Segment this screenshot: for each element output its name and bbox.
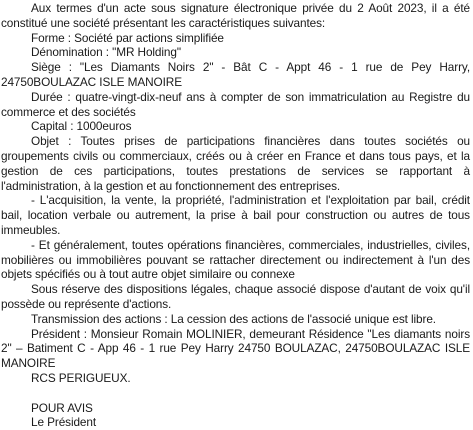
notice-objet-3: - Et généralement, toutes opérations financières, commerciales, industrielles, civiles, mobilières ou immobilières pouvant se rattacher directement ou indirectement à l'un des objets spécifiés ou à tout autre objet similaire ou connexe [1,237,470,282]
spacer [1,386,470,401]
notice-rcs: RCS PERIGUEUX. [31,370,131,385]
notice-signataire: Le Président [31,415,97,430]
notice-intro: Aux termes d'un acte sous signature électronique privée du 2 Août 2023, il a été constitué une société présentant les caractéristiques suivantes: [1,1,470,30]
notice-transmission: Transmission des actions : La cession des actions de l'associé unique est libre. [31,311,436,326]
notice-denomination: Dénomination : "MR Holding" [31,45,181,60]
notice-forme: Forme : Société par actions simplifiée [31,30,224,45]
notice-duree: Durée : quatre-vingt-dix-neuf ans à compter de son immatriculation au Registre du commerce et des sociétés [1,89,470,119]
notice-objet: Objet : Toutes prises de participations financières dans toutes sociétés ou groupements civils ou commerciaux, créés ou à créer en France et dans tous pays, et la gestion de ces participations, toutes prestations de services se rapportant à l'administration, à la gestion et au fonctionnement des entreprises. [1,134,470,193]
notice-pour-avis: POUR AVIS [31,400,93,415]
notice-president: Président : Monsieur Romain MOLINIER, demeurant Résidence "Les diamants noirs 2" – Batiment C - App 46 - 1 rue Pey Harry 24750 BOULAZAC, 24750BOULAZAC ISLE MANOIRE [1,326,470,371]
notice-siege: Siège : "Les Diamants Noirs 2" - Bât C - Appt 46 - 1 rue de Pey Harry, 24750BOULAZAC ISLE MANOIRE [1,60,470,89]
notice-capital: Capital : 1000euros [31,119,132,134]
notice-objet-2: - L'acquisition, la vente, la propriété, l'administration et l'exploitation par bail, crédit bail, location verbale ou autrement, la prise à bail pour construction ou autres de tous immeubles. [1,193,470,237]
notice-voix: Sous réserve des dispositions légales, chaque associé dispose d'autant de voix qu'il possède ou représente d'actions. [1,282,470,311]
